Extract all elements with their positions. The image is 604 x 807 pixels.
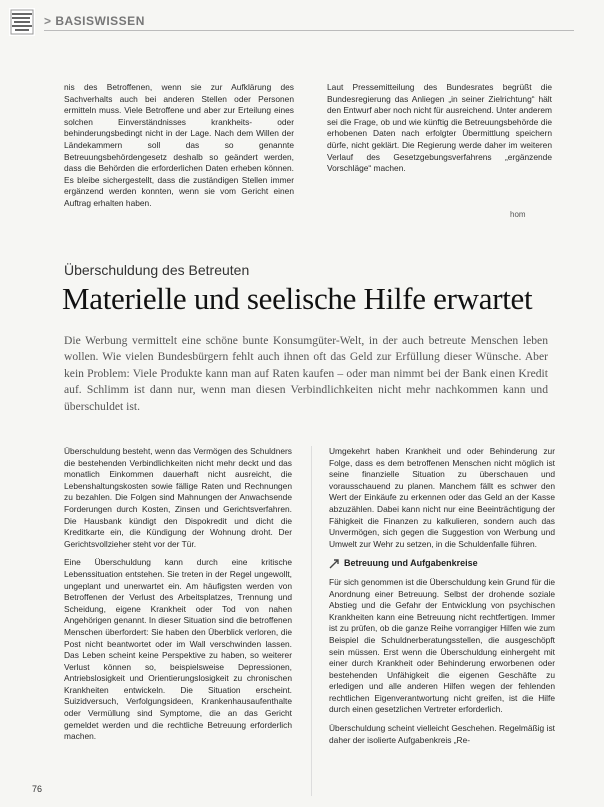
subheading-text: Betreuung und Aufgabenkreise: [344, 558, 478, 569]
top-left-column: [64, 82, 294, 217]
section-tag: [44, 14, 145, 28]
body-paragraph: Überschuldung besteht, wenn das Vermögen des Schuldners die bestehenden Verbindlichkeiten nicht mehr deckt und das monatlich Einkommen dauerhaft nicht ausreicht, die Lebenshaltungskosten sowie fällige Raten und Rechnungen zu bezahlen. Die Folgen sind Mahnungen der Anwachsende Forderungen durch Kosten, Zinsen und Gerichtsverfahren. Die Hausbank kündigt den Dispokredit und dicht die Kreditkarte ein, die Kündigung der Wohnung droht. Der Gerichtsvollzieher steht vor der Tür.: [64, 446, 292, 549]
plus-arrow-icon: [329, 559, 339, 569]
bottom-right-column: [329, 446, 555, 753]
subheading: [329, 558, 555, 570]
section-name: BASISWISSEN: [55, 14, 145, 28]
body-paragraph: Für sich genommen ist die Überschuldung kein Grund für die Anordnung einer Betreuung. Selbst der drohende soziale Abstieg und die Gefahr der Entwicklung von psychischen Krankheiten kann eine Betreuung nicht rechtfertigen. Immer ist zu prüfen, ob die ganze Reihe vorrangiger Hilfen wie zum Beispiel die Schuldnerberatungsstellen, die ausgeschöpft sein müssen. Erst wenn die Überschuldung einhergeht mit einer durch Krankheit oder Behinderung erworbenen oder bestehenden Unfähigkeit die eigenen Geschäfte zu erledigen und alle anderen Hilfen wegen der fehlenden rechtlichen Eigenverantwortung nicht greifen, ist die Hilfe durch einen gesetzlichen Vertreter erforderlich.: [329, 576, 555, 715]
body-paragraph: Umgekehrt haben Krankheit und oder Behinderung zur Folge, dass es dem betroffenen Menschen nicht möglich ist seine finanzielle Situation zu überschauen und vorausschauend zu planen. Manchem fällt es schwer den Wert der Einkäufe zu erkennen oder das Geld an der Kasse abzuzählen. Dabei kann nicht nur eine Beeinträchtigung der Fähigkeit die Finanzen zu kalkulieren, sondern auch das Unvermögen, sich gegen die Suggestion von Werbung und Umwelt zur Wehr zu setzen, in die Schuldenfalle führen.: [329, 446, 555, 549]
header-rule: [44, 30, 574, 31]
section-arrow: >: [44, 14, 56, 28]
column-divider: [311, 446, 312, 796]
publication-logo: [9, 8, 35, 36]
top-right-column: [327, 82, 552, 182]
article-lead: Die Werbung vermittelt eine schöne bunte Konsumgüter-Welt, in der auch betreute Menschen leben wollen. Wie vielen Bundesbürgern fehlt auch ihnen oft das Geld zur Erfüllung dieser Wünsche. Aber kein Problem: Viele Produkte kann man auf Raten kaufen – oder man nimmt bei der Bank einen Kredit auf. Schlimm ist dann nur, wenn man diesen Verbindlichkeiten nicht mehr nachkommen kann und überschuldet ist.: [64, 334, 548, 413]
page-number: 76: [32, 784, 43, 794]
body-paragraph: Eine Überschuldung kann durch eine kritische Lebenssituation entstehen. Sie treten in der Regel ungewollt, ungeplant und unerwartet ein. Am häufigsten werden von Betroffenen der Verlust des Arbeitsplatzes, Trennung und Scheidung, eigene Krankheit oder Tod von nahen Angehörigen genannt. In dieser Situation sind die betroffenen Menschen überfordert: Sie haben den Überblick verloren, die Post nicht beantwortet oder im Wall verschwinden lassen. Das Leben scheint keine Perspektive zu haben, so weiterer Verlust können so, beispielsweise Depressionen, Antriebslosigkeit und Orientierungslosigkeit zu chronischen Krankheiten entwickeln. Die Situation erscheint. Suizidversuch, Verfolgungsideen, Krankenhausaufenthalte oder Vermüllung sind Symptome, die an das Gericht gemeldet werden und die rechtliche Betreuung erforderlich machen.: [64, 557, 292, 742]
body-paragraph: Überschuldung scheint vielleicht Geschehen. Regelmäßig ist daher der isolierte Aufgabenkreis „Re-: [329, 723, 555, 745]
article-headline: Materielle und seelische Hilfe erwartet: [62, 281, 533, 316]
author-initials: hom: [510, 210, 526, 219]
top-left-paragraph: nis des Betroffenen, wenn sie zur Aufklärung des Sachverhalts auch bei anderen Stellen oder Personen ermitteln muss. Viele Betroffene und aber zur Erteilung eines solchen Einverständnisses krankheits- oder behinderungsbedingt nicht in der Lage. Nach dem Willen der Ländekammern soll das so genannte Betreuungsbehördengesetz deshalb so geändert werden, dass die Behörden die erforderlichen Daten erheben können. Es bleibe sichergestellt, dass die zuständigen Stellen immer ergänzend werden konnten, wenn sie vom Gericht einen Auftrag erhalten haben.: [64, 82, 294, 208]
bottom-left-column: [64, 446, 292, 750]
article-kicker: Überschuldung des Betreuten: [64, 262, 250, 278]
top-right-paragraph: Laut Pressemitteilung des Bundesrates begrüßt die Bundesregierung das Anliegen „in seiner Zielrichtung“ hält den Entwurf aber noch nicht für ausreichend. Unter anderem sei die Frage, ob und wie künftig die Betreuungsbehörde die erhobenen Daten nach erfolgter Übermittlung speichern dürfe, nicht geklärt. Die Regierung werde daher im weiteren Verlauf des Gesetzgebungsverfahrens „ergänzende Vorschläge“ machen.: [327, 82, 552, 174]
